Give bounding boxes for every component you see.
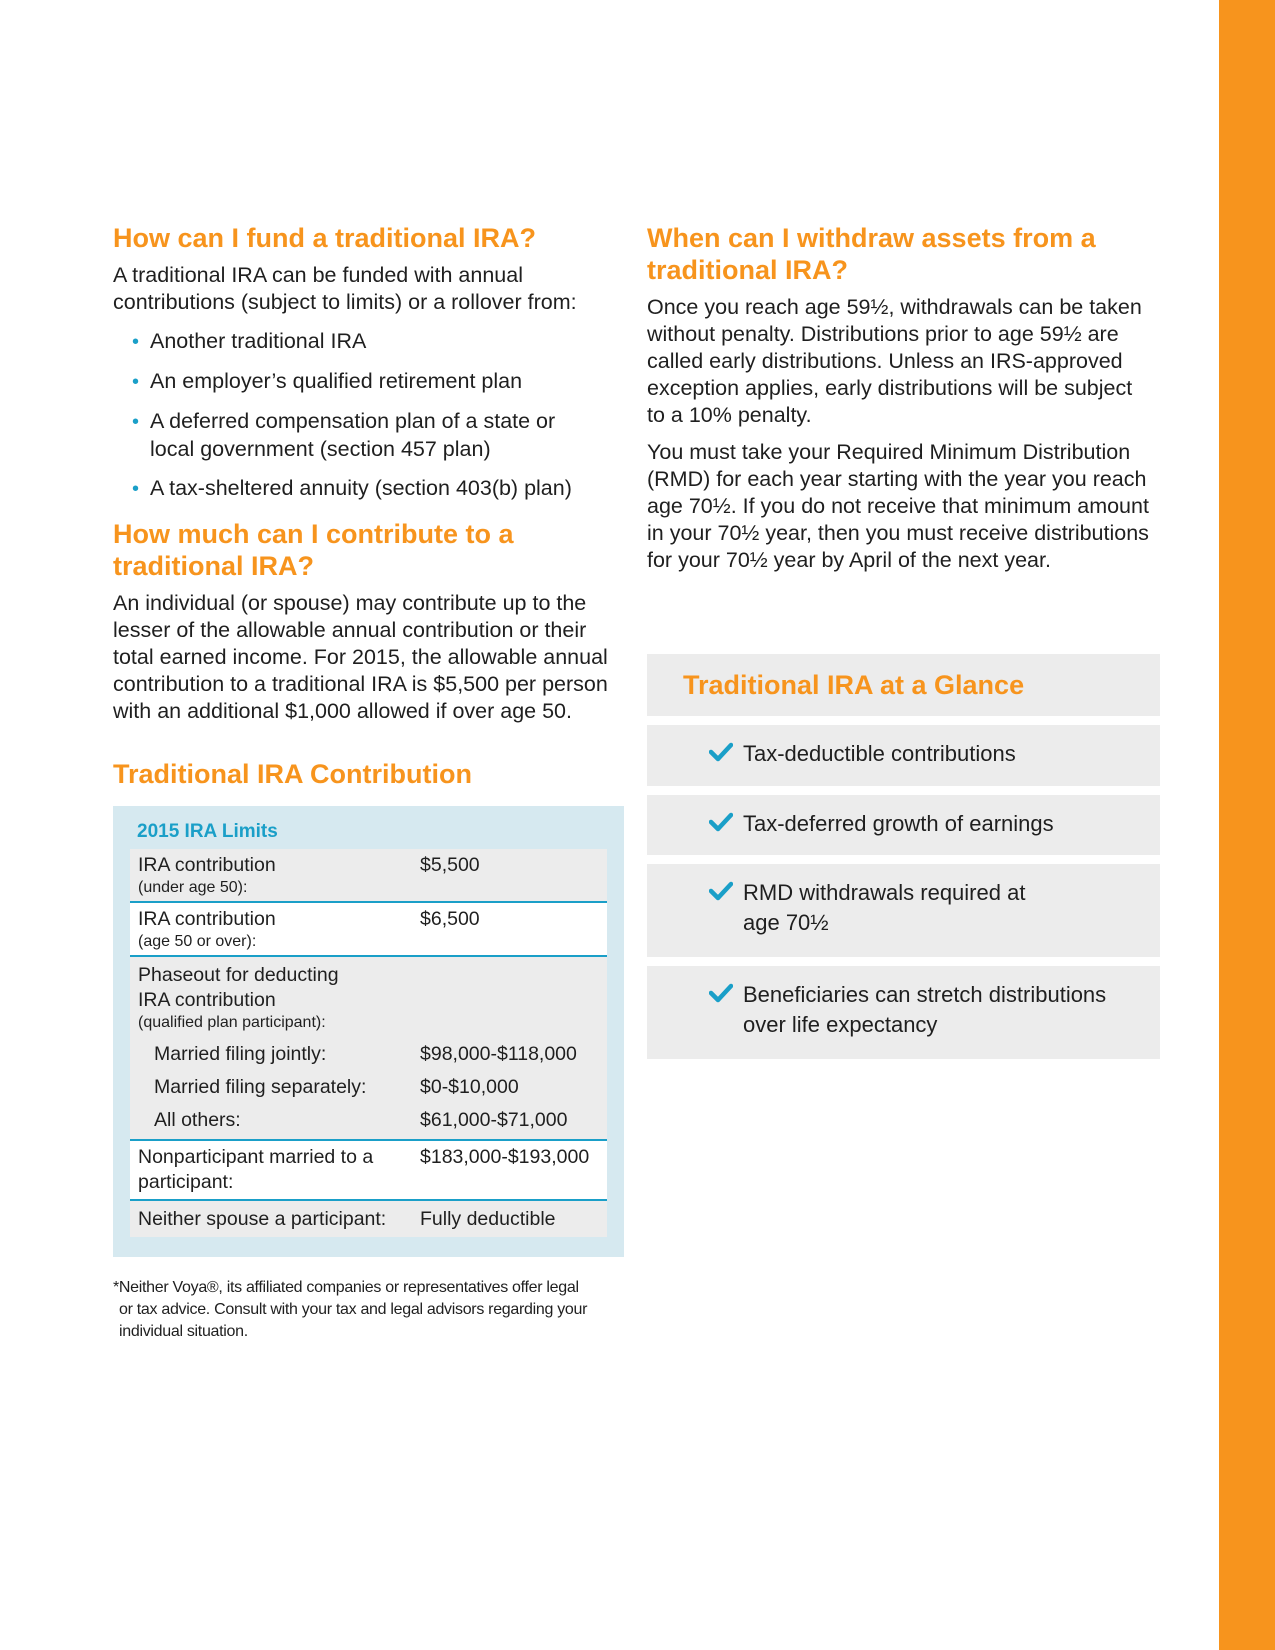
bullet-icon: • xyxy=(132,411,140,433)
table-row xyxy=(130,1201,607,1237)
bullet-icon: • xyxy=(132,478,140,500)
row-value: $61,000-$71,000 xyxy=(420,1109,568,1131)
bullet-icon: • xyxy=(132,371,140,393)
row-label: Married filing jointly: xyxy=(154,1043,327,1065)
bullet-icon: • xyxy=(132,331,140,353)
table-row xyxy=(130,849,607,903)
check-icon xyxy=(709,878,743,906)
glance-item: RMD withdrawals required at age 70½ xyxy=(647,864,1160,957)
row-value: $5,500 xyxy=(420,854,480,876)
phaseout-section xyxy=(130,957,607,1141)
orange-side-bar xyxy=(1219,0,1275,1650)
row-sublabel: (age 50 or over): xyxy=(138,933,257,950)
row-value: $6,500 xyxy=(420,908,480,930)
table-row xyxy=(138,1071,599,1104)
glance-panel xyxy=(647,654,1160,1059)
list-item: • Another traditional IRA xyxy=(132,328,633,356)
howmuch-body: An individual (or spouse) may contribute up to the lesser of the allowable annual contribution or their total earned income. For 2015, the allowable annual contribution to a traditional IRA is $5,500 per person with an additional $1,000 allowed if over age 50. xyxy=(113,591,608,723)
glance-item: Tax-deductible contributions xyxy=(647,725,1160,786)
row-label: IRA contribution xyxy=(138,854,276,876)
table-row xyxy=(138,1038,599,1071)
glance-heading: Traditional IRA at a Glance xyxy=(683,669,1025,700)
table-row xyxy=(130,903,607,957)
ira-limits-table xyxy=(113,806,624,1257)
table-row xyxy=(130,1141,607,1201)
phaseout-sublabel: (qualified plan participant): xyxy=(138,1014,326,1031)
left-column xyxy=(113,222,633,1343)
row-label: Married filing separately: xyxy=(154,1076,367,1098)
withdraw-paragraph-2: You must take your Required Minimum Distribution (RMD) for each year starting with the year you reach age 70½. If you do not receive that minimum amount in your 70½ year, then you must receive distributions for your 70½ year by April of the next year. xyxy=(647,440,1149,572)
contribution-heading: Traditional IRA Contribution xyxy=(113,759,472,789)
row-label: All others: xyxy=(154,1109,241,1131)
withdraw-paragraph-1: Once you reach age 59½, withdrawals can be taken without penalty. Distributions prior to age 59½ are called early distributions. Unless an IRS-approved exception applies, early distributions will be subject to a 10% penalty. xyxy=(647,295,1142,427)
right-column xyxy=(647,222,1160,574)
fund-intro: A traditional IRA can be funded with annual contributions (subject to limits) or a rollover from: xyxy=(113,263,577,314)
glance-item: Beneficiaries can stretch distributions over life expectancy xyxy=(647,966,1160,1059)
glance-header xyxy=(647,654,1160,716)
glance-item: Tax-deferred growth of earnings xyxy=(647,795,1160,855)
disclaimer-footnote: *Neither Voya®, its affiliated companies or representatives offer legal or tax advice. Consult with your tax and legal advisors regarding your individual situation. xyxy=(113,1279,588,1340)
row-value: Fully deductible xyxy=(420,1208,556,1230)
row-value: $0-$10,000 xyxy=(420,1076,519,1098)
phaseout-label: Phaseout for deducting xyxy=(138,964,339,986)
list-item: • A deferred compensation plan of a state or local government (section 457 plan) xyxy=(132,409,556,461)
row-value: $183,000-$193,000 xyxy=(420,1146,590,1168)
check-icon xyxy=(709,739,743,767)
row-label: Nonparticipant married to a participant: xyxy=(138,1146,374,1193)
row-label: Neither spouse a participant: xyxy=(138,1208,387,1230)
list-item: • A tax-sheltered annuity (section 403(b) plan) xyxy=(132,475,633,503)
row-value: $98,000-$118,000 xyxy=(420,1043,577,1065)
list-item: • An employer’s qualified retirement plan xyxy=(132,368,633,396)
limits-title: 2015 IRA Limits xyxy=(137,821,278,842)
withdraw-heading: When can I withdraw assets from a traditional IRA? xyxy=(647,223,1096,285)
table-row xyxy=(138,1104,599,1137)
fund-heading: How can I fund a traditional IRA? xyxy=(113,223,537,253)
howmuch-heading: How much can I contribute to a traditional IRA? xyxy=(113,519,514,581)
fund-list xyxy=(113,328,633,503)
row-label: IRA contribution xyxy=(138,908,276,930)
check-icon xyxy=(709,809,743,837)
phaseout-label: IRA contribution xyxy=(138,989,276,1011)
check-icon xyxy=(709,980,743,1008)
row-sublabel: (under age 50): xyxy=(138,879,248,896)
